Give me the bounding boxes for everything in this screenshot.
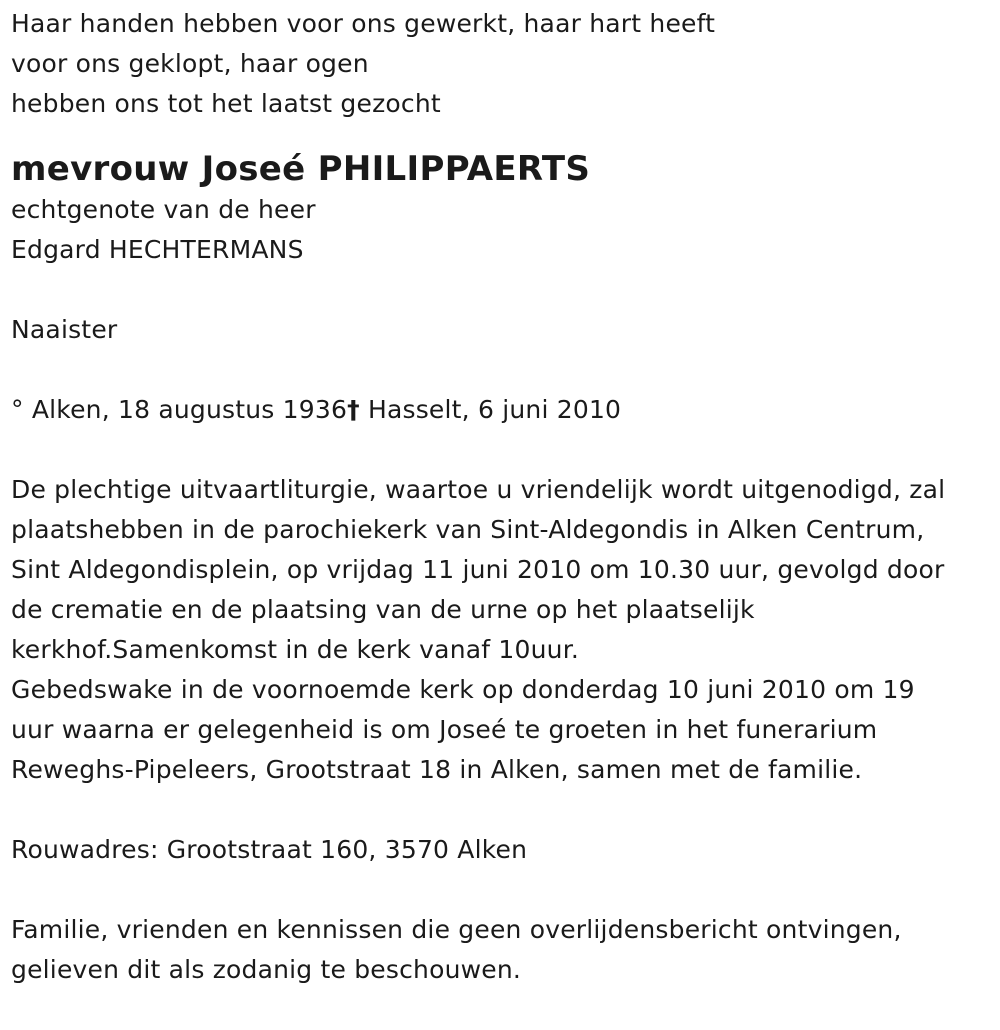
spacer [11,790,996,830]
spacer [11,430,996,470]
ceremony-line: De plechtige uitvaartliturgie, waartoe u vriendelijk wordt uitgenodigd, zal [11,475,946,504]
intro-line: voor ons geklopt, haar ogen [11,49,369,78]
ceremony-line: de crematie en de plaatsing van de urne op het plaatselijk [11,595,755,624]
ceremony-text [11,470,996,790]
birth-death-line [11,390,996,430]
closing-line: Familie, vrienden en kennissen die geen overlijdensbericht ontvingen, [11,915,902,944]
death-info: Hasselt, 6 juni 2010 [359,395,622,424]
intro-line: hebben ons tot het laatst gezocht [11,89,441,118]
ceremony-line: plaatshebben in de parochiekerk van Sint-Aldegondis in Alken Centrum, [11,515,925,544]
spacer [11,870,996,910]
spacer [11,270,996,310]
cross-icon: † [347,395,360,424]
ceremony-line: Reweghs-Pipeleers, Grootstraat 18 in Alken, samen met de familie. [11,755,863,784]
intro-verse [11,0,996,124]
ceremony-line: kerkhof.Samenkomst in de kerk vanaf 10uur. [11,635,580,664]
ceremony-line: Sint Aldegondisplein, op vrijdag 11 juni 2010 om 10.30 uur, gevolgd door [11,555,945,584]
closing-note [11,910,996,990]
spouse-info [11,190,996,270]
spacer [11,350,996,390]
ceremony-line: uur waarna er gelegenheid is om Joseé te groeten in het funerarium [11,715,878,744]
occupation: Naaister [11,315,118,344]
spouse-line: echtgenote van de heer [11,195,316,224]
obituary-notice [11,0,996,990]
deceased-name: mevrouw Joseé PHILIPPAERTS [11,149,591,189]
closing-line: gelieven dit als zodanig te beschouwen. [11,955,522,984]
intro-line: Haar handen hebben voor ons gewerkt, haar hart heeft [11,9,716,38]
birth-info: ° Alken, 18 augustus 1936 [11,395,348,424]
spouse-line: Edgard HECHTERMANS [11,235,304,264]
mourning-address: Rouwadres: Grootstraat 160, 3570 Alken [11,835,528,864]
ceremony-line: Gebedswake in de voornoemde kerk op donderdag 10 juni 2010 om 19 [11,675,915,704]
